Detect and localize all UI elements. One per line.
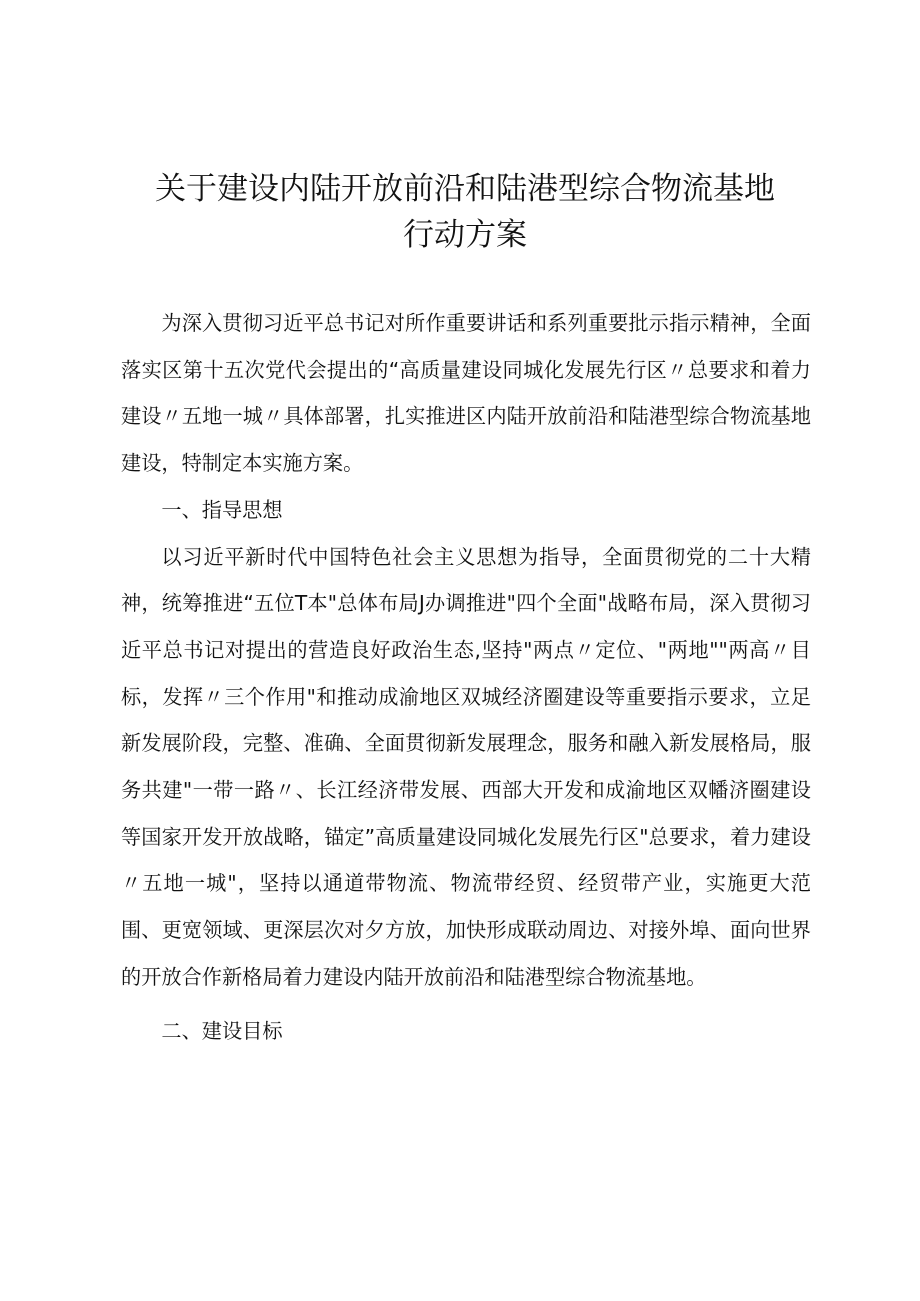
title-line-1: 关于建设内陆开放前沿和陆港型综合物流基地: [155, 171, 775, 207]
document-body: [121, 300, 811, 1054]
section-heading-construction-goals: 二、建设目标: [161, 1018, 283, 1043]
intro-paragraph: 为深入贯彻习近平总书记对所作重要讲话和系列重要批示指示精神，全面落实区第十五次党代会提出的“高质量建设同城化发展先行区〃总要求和着力建设〃五地一城〃具体部署，扎实推进区内陆开放前沿和陆港型综合物流基地建设，特制定本实施方案。: [121, 311, 811, 476]
section-heading-guiding-ideology: 一、指导思想: [161, 497, 283, 522]
document-title: [100, 166, 830, 258]
title-line-2: 行动方案: [403, 217, 527, 253]
guiding-ideology-paragraph: 以习近平新时代中国特色社会主义思想为指导，全面贯彻党的二十大精神，统筹推进“五位T本"总体布局J办调推进"四个全面"战略布局，深入贯彻习近平总书记对提出的营造良好政治生态,坚持"两点〃定位、"两地""两高〃目标，发挥〃三个作用"和推动成渝地区双城经济圈建设等重要指示要求，立足新发展阶段，完整、准确、全面贯彻新发展理念，服务和融入新发展格局，服务共建"一带一路〃、长江经济带发展、西部大开发和成渝地区双幡济圈建设等国家开发开放战略，锚定”高质量建设同城化发展先行区"总要求，着力建设〃五地一城"，坚持以通道带物流、物流带经贸、经贸带产业，实施更大范围、更宽领域、更深层次对夕方放，加快形成联动周边、对接外埠、面向世界的开放合作新格局着力建设内陆开放前沿和陆港型综合物流基地。: [121, 544, 811, 989]
